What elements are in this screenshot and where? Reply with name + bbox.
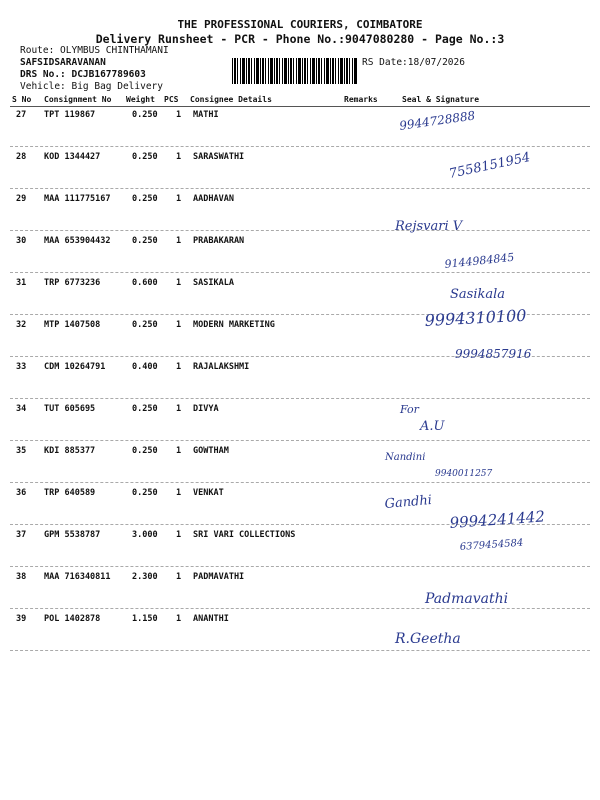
drs-number: DRS No.: DCJB167789603	[20, 69, 146, 80]
rs-date: RS Date:18/07/2026	[362, 57, 465, 68]
row-pcs: 1	[176, 194, 182, 204]
signature-14: 6379454584	[459, 537, 524, 553]
row-weight: 0.250	[132, 320, 158, 330]
row-consignment: MAA 716340811	[44, 572, 111, 582]
row-consignee: GOWTHAM	[193, 446, 229, 456]
row-consignment: MTP 1407508	[44, 320, 101, 330]
signature-2: 7558151954	[447, 150, 532, 182]
row-weight: 0.600	[132, 278, 158, 288]
signature-7: 9994857916	[455, 347, 532, 361]
signature-3: Rejsvari V	[395, 219, 463, 234]
row-consignment: KDI 885377	[44, 446, 96, 456]
signature-area	[380, 108, 590, 668]
row-consignee: SARASWATHI	[193, 152, 245, 162]
row-weight: 0.250	[132, 110, 158, 120]
row-weight: 0.250	[132, 236, 158, 246]
col-seal: Seal & Signature	[402, 95, 480, 104]
row-consignment: MAA 653904432	[44, 236, 111, 246]
signature-12: Gandhi	[384, 492, 433, 512]
signature-9: A.U	[420, 419, 445, 434]
row-pcs: 1	[176, 446, 182, 456]
row-sno: 27	[16, 110, 27, 120]
row-consignment: TRP 640589	[44, 488, 96, 498]
signature-6: 9994310100	[424, 305, 527, 330]
signature-15: Padmavathi	[425, 591, 509, 607]
row-consignee: AADHAVAN	[193, 194, 234, 204]
row-sno: 31	[16, 278, 27, 288]
runsheet-subtitle: Delivery Runsheet - PCR - Phone No.:9047080280 - Page No.:3	[95, 32, 505, 46]
row-consignment: TRP 6773236	[44, 278, 101, 288]
row-sno: 38	[16, 572, 27, 582]
row-weight: 0.250	[132, 488, 158, 498]
row-consignment: TPT 119867	[44, 110, 96, 120]
row-sno: 37	[16, 530, 27, 540]
row-consignee: SRI VARI COLLECTIONS	[193, 530, 296, 540]
row-weight: 0.250	[132, 194, 158, 204]
row-consignment: TUT 605695	[44, 404, 96, 414]
row-pcs: 1	[176, 152, 182, 162]
row-sno: 32	[16, 320, 27, 330]
row-consignment: POL 1402878	[44, 614, 101, 624]
header-divider	[10, 106, 590, 107]
row-weight: 0.400	[132, 362, 158, 372]
row-pcs: 1	[176, 320, 182, 330]
row-sno: 29	[16, 194, 27, 204]
signature-4: 9144984845	[443, 250, 515, 271]
col-sno: S No	[12, 95, 32, 104]
row-weight: 0.250	[132, 152, 158, 162]
row-consignee: MATHI	[193, 110, 219, 120]
vehicle-label: Vehicle: Big Bag Delivery	[20, 81, 163, 92]
row-weight: 2.300	[132, 572, 158, 582]
col-consignee: Consignee Details	[190, 95, 272, 104]
row-consignee: VENKAT	[193, 488, 224, 498]
signature-16: R.Geetha	[395, 631, 461, 647]
row-pcs: 1	[176, 278, 182, 288]
row-consignment: MAA 111775167	[44, 194, 111, 204]
row-weight: 0.250	[132, 404, 158, 414]
row-consignee: PRABAKARAN	[193, 236, 245, 246]
staff-label: SAFSIDSARAVANAN	[20, 57, 106, 68]
row-consignee: PADMAVATHI	[193, 572, 245, 582]
row-pcs: 1	[176, 614, 182, 624]
row-sno: 34	[16, 404, 27, 414]
row-pcs: 1	[176, 362, 182, 372]
row-weight: 0.250	[132, 446, 158, 456]
drs-barcode	[232, 58, 358, 84]
route-label: Route: OLYMBUS CHINTHAMANI	[20, 45, 169, 56]
row-pcs: 1	[176, 404, 182, 414]
row-sno: 33	[16, 362, 27, 372]
row-consignee: MODERN MARKETING	[193, 320, 275, 330]
signature-13: 9994241442	[449, 507, 546, 532]
row-weight: 3.000	[132, 530, 158, 540]
row-pcs: 1	[176, 488, 182, 498]
col-consignment: Consignment No	[44, 95, 112, 104]
row-consignee: SASIKALA	[193, 278, 234, 288]
row-consignment: KOD 1344427	[44, 152, 101, 162]
col-remarks: Remarks	[344, 95, 378, 104]
signature-1: 9944728888	[398, 108, 477, 133]
row-pcs: 1	[176, 236, 182, 246]
row-consignment: GPM 5538787	[44, 530, 101, 540]
row-consignee: DIVYA	[193, 404, 219, 414]
company-title: THE PROFESSIONAL COURIERS, COIMBATORE	[177, 18, 423, 31]
row-sno: 35	[16, 446, 27, 456]
row-consignee: RAJALAKSHMI	[193, 362, 250, 372]
row-pcs: 1	[176, 572, 182, 582]
signature-5: Sasikala	[450, 287, 506, 302]
row-sno: 36	[16, 488, 27, 498]
signature-8: For	[400, 403, 419, 416]
row-sno: 39	[16, 614, 27, 624]
row-sno: 30	[16, 236, 27, 246]
row-consignee: ANANTHI	[193, 614, 229, 624]
row-weight: 1.150	[132, 614, 158, 624]
col-weight: Weight	[126, 95, 155, 104]
signature-11: 9940011257	[435, 469, 493, 479]
row-pcs: 1	[176, 530, 182, 540]
row-sno: 28	[16, 152, 27, 162]
signature-10: Nandini	[385, 452, 426, 463]
col-pcs: PCS	[164, 95, 179, 104]
row-consignment: CDM 10264791	[44, 362, 106, 372]
row-pcs: 1	[176, 110, 182, 120]
